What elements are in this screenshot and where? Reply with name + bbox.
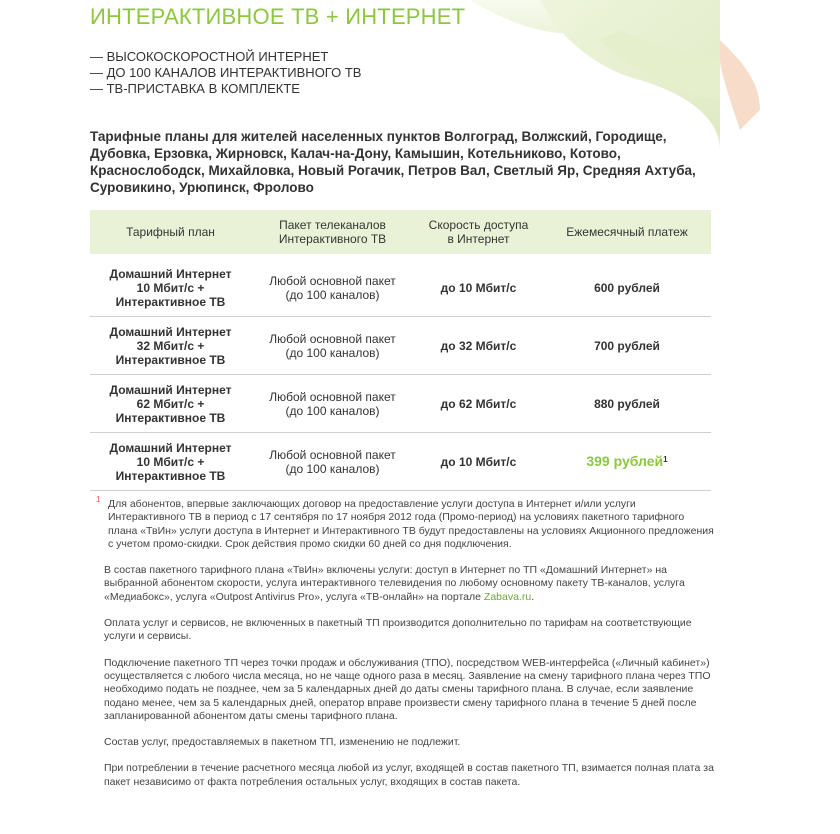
footnote-paragraph: 1 Для абонентов, впервые заключающих договор на предоставление услуги доступа в Интернет и/или услуги Интерактивного ТВ в период с 17 сентября по 17 ноября 2012 года (Промо-период) на условиях пакетного тарифного плана «ТвИн» услуги доступа в Интернет и Интерактивного ТВ будут предоставлены на условиях Акционного предложения с учетом промо-скидки. Срок действия промо скидки 60 дней со дня подключения. xyxy=(96,495,714,550)
note-paragraph: Подключение пакетного ТП через точки продаж и обслуживания (ТПО), посредством WEB-интерфейса («Личный кабинет») осуществляется с любого числа месяца, но не чаще одного раза в месяц. Заявление на смену тарифного плана через ТПО необходимо подать не позднее, чем за 5 календарных дней до даты смены тарифного плана. В случае, если заявление подано менее, чем за 5 календарных дней, оператор вправе произвести смену тарифного плана в течение 5 дней после запланированной абонентом даты смены тарифного плана. xyxy=(104,656,711,722)
footnote-ref: 1 xyxy=(663,455,668,464)
feature-list xyxy=(90,49,361,97)
header-plan: Тарифный план xyxy=(90,210,251,257)
feature-item: — ТВ-ПРИСТАВКА В КОМПЛЕКТЕ xyxy=(90,81,300,96)
table-row xyxy=(90,257,711,317)
plan-cell: Домашний Интернет 62 Мбит/с + Интерактивное ТВ xyxy=(90,375,251,433)
page-title: ИНТЕРАКТИВНОЕ ТВ + ИНТЕРНЕТ xyxy=(90,4,466,29)
plan-cell: Домашний Интернет 10 Мбит/с + Интерактивное ТВ xyxy=(90,433,251,491)
feature-item: — ДО 100 КАНАЛОВ ИНТЕРАКТИВНОГО ТВ xyxy=(90,65,362,80)
price-cell: 880 рублей xyxy=(543,375,711,433)
tariff-table xyxy=(90,210,711,491)
price-cell: 600 рублей xyxy=(543,257,711,317)
plan-cell: Домашний Интернет 10 Мбит/с + Интерактивное ТВ xyxy=(90,257,251,317)
footnote-mark: 1 xyxy=(96,495,101,504)
price-cell: 700 рублей xyxy=(543,317,711,375)
speed-cell: до 10 Мбит/с xyxy=(414,257,543,317)
note-paragraph: При потреблении в течение расчетного месяца любой из услуг, входящей в состав пакетного ТП, взимается полная плата за пакет независимо от факта потребления остальных услуг, входящих в состав пакета. xyxy=(104,762,714,788)
package-cell: Любой основной пакет (до 100 каналов) xyxy=(251,257,414,317)
package-cell: Любой основной пакет (до 100 каналов) xyxy=(251,317,414,375)
package-cell: Любой основной пакет (до 100 каналов) xyxy=(251,375,414,433)
plan-cell: Домашний Интернет 32 Мбит/с + Интерактивное ТВ xyxy=(90,317,251,375)
header-package: Пакет телеканалов Интерактивного ТВ xyxy=(251,210,414,257)
speed-cell: до 10 Мбит/с xyxy=(414,433,543,491)
note-paragraph: В состав пакетного тарифного плана «ТвИн» включены услуги: доступ в Интернет по ТП «Домашний Интернет» на выбранной абонентом скорости, услуга интерактивного телевидения по любому основному пакету ТВ-каналов, услуга «Медиабокс», услуга «Outpost Antivirus Pro», услуга «ТВ-онлайн» на портале Zabava.ru. xyxy=(104,564,685,603)
table-header-row xyxy=(90,210,711,257)
speed-cell: до 32 Мбит/с xyxy=(414,317,543,375)
note-paragraph: Оплата услуг и сервисов, не включенных в пакетный ТП производится дополнительно по тарифам на соответствующие услуги и сервисы. xyxy=(104,617,692,643)
note-paragraph: Состав услуг, предоставляемых в пакетном ТП, изменению не подлежит. xyxy=(104,736,461,749)
package-cell: Любой основной пакет (до 100 каналов) xyxy=(251,433,414,491)
footnotes xyxy=(96,495,716,802)
feature-item: — ВЫСОКОСКОРОСТНОЙ ИНТЕРНЕТ xyxy=(90,49,329,64)
zabava-link[interactable]: Zabava.ru xyxy=(483,590,532,603)
promo-price-cell xyxy=(543,433,711,491)
table-row xyxy=(90,433,711,491)
intro-text: Тарифные планы для жителей населенных пунктов Волгоград, Волжский, Городище, Дубовка, Ерзовка, Жирновск, Калач-на-Дону, Камышин, Котельниково, Котово, Краснослободск, Михайловка, Новый Рогачик, Петров Вал, Светлый Яр, Средняя Ахтуба, Суровикино, Урюпинск, Фролово xyxy=(90,129,696,195)
table-row xyxy=(90,317,711,375)
header-speed: Скорость доступа в Интернет xyxy=(414,210,543,257)
header-payment: Ежемесячный платеж xyxy=(543,210,711,257)
promo-price: 399 рублей$^1$ xyxy=(586,453,668,469)
table-row xyxy=(90,375,711,433)
speed-cell: до 62 Мбит/с xyxy=(414,375,543,433)
